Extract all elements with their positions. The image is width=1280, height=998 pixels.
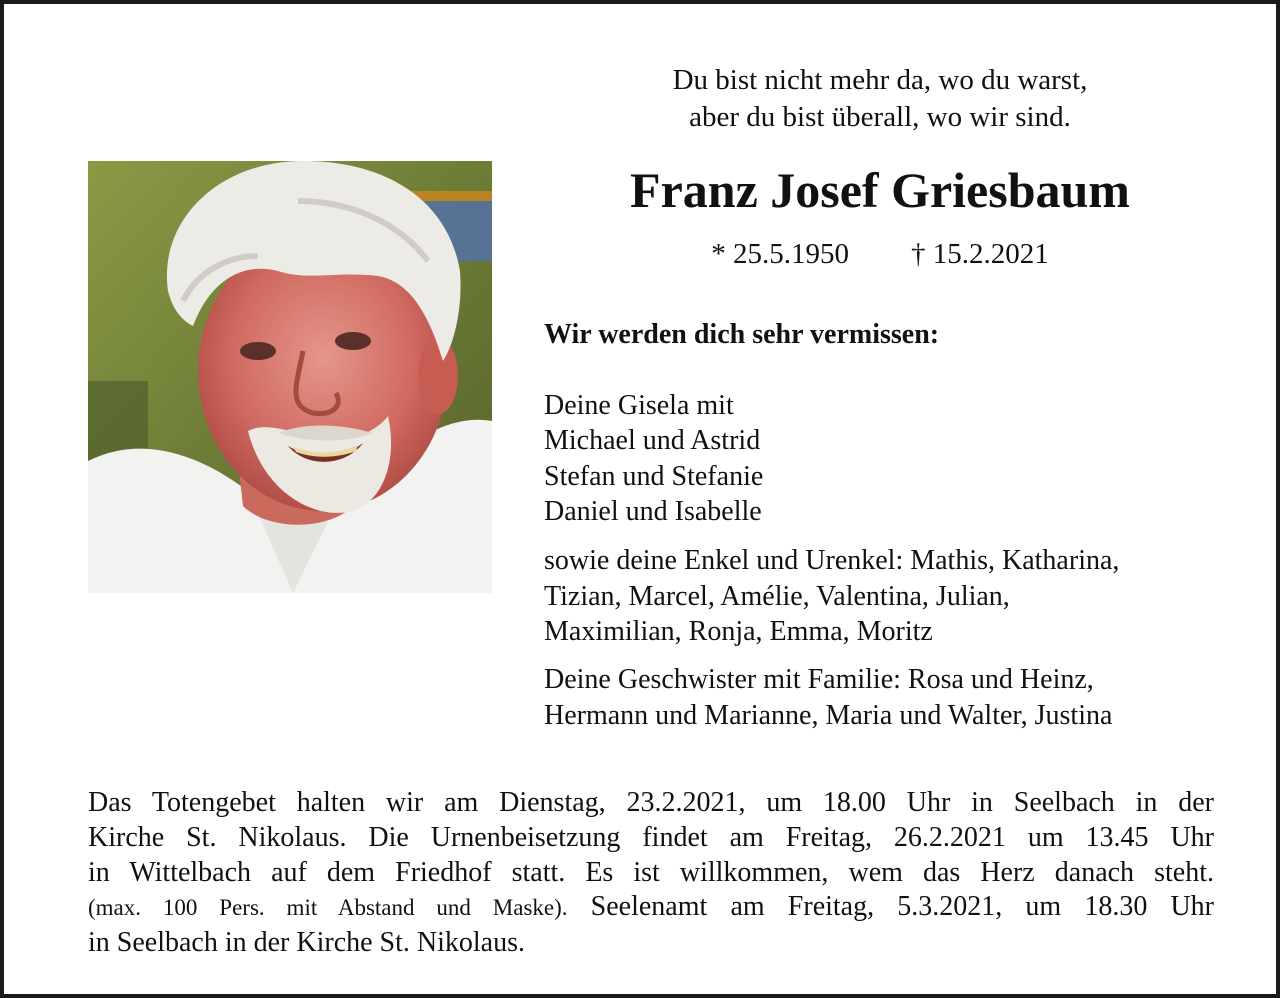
family-member: Michael und Astrid [544,425,761,457]
grandchildren-line: Maximilian, Ronja, Emma, Moritz [544,616,933,647]
memorial-quote [560,62,1200,136]
birth-date: * 25.5.1950 [711,238,849,270]
portrait-photo [88,161,492,593]
siblings-line: Deine Geschwister mit Familie: Rosa und Heinz, [544,664,1094,695]
notice-line-rest: Seelenamt am Freitag, 5.3.2021, um 18.30 Uhr [567,891,1215,923]
deceased-name: Franz Josef Griesbaum [630,162,1130,218]
notice-line: in Wittelbach auf dem Friedhof statt. Es ist willkommen, wem das Herz danach steht. [88,856,1214,888]
siblings-paragraph [544,662,1224,733]
notice-line [88,890,1214,926]
family-member: Deine Gisela mit [544,390,734,421]
mourners-heading: Wir werden dich sehr vermissen: [544,319,940,350]
family-member: Daniel und Isabelle [544,495,762,527]
family-member: Stefan und Stefanie [544,460,764,492]
notice-small-text: (max. 100 Pers. mit Abstand und Maske). [88,895,568,921]
grandchildren-paragraph [544,543,1224,650]
siblings-line: Hermann und Marianne, Maria und Walter, Justina [544,699,1113,731]
portrait-illustration [88,161,492,593]
notice-line: Das Totengebet halten wir am Dienstag, 23.2.2021, um 18.00 Uhr in Seelbach in der [88,787,1214,818]
grandchildren-line: Tizian, Marcel, Amélie, Valentina, Julian, [544,580,1010,612]
life-dates [540,236,1220,272]
notice-line: in Seelbach in der Kirche St. Nikolaus. [88,927,526,959]
grandchildren-line: sowie deine Enkel und Urenkel: Mathis, Katharina, [544,545,1120,576]
notice-line: Kirche St. Nikolaus. Die Urnenbeisetzung findet am Freitag, 26.2.2021 um 13.45 Uhr [88,821,1214,853]
quote-line-1: Du bist nicht mehr da, wo du warst, [672,64,1088,96]
family-list [544,388,763,529]
quote-line-2: aber du bist überall, wo wir sind. [689,101,1071,133]
death-date: † 15.2.2021 [911,238,1049,270]
funeral-notice [88,786,1214,961]
